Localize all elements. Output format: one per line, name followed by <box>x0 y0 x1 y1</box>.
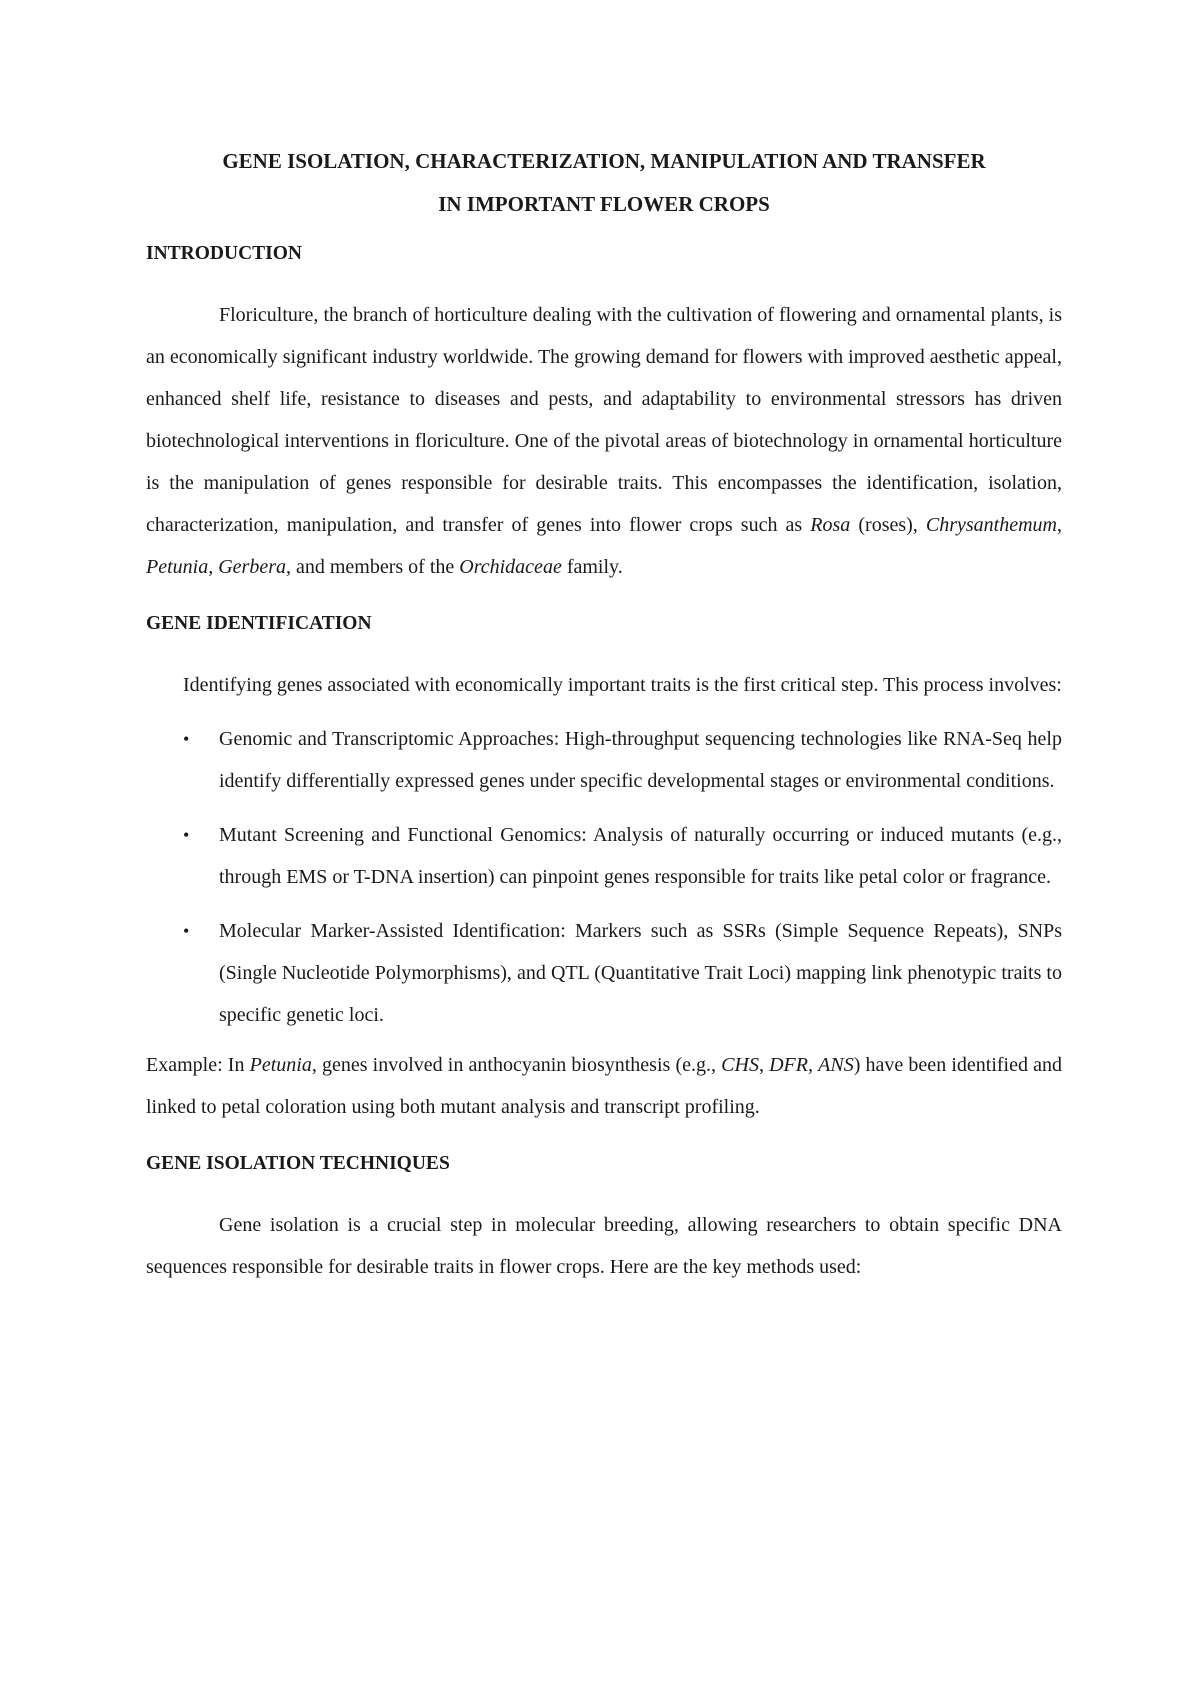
gene-isolation-paragraph: Gene isolation is a crucial step in molecular breeding, allowing researchers to obtain specific DNA sequences responsible for desirable traits in flower crops. Here are the key methods used: <box>146 1214 1062 1278</box>
list-item: • Molecular Marker-Assisted Identification: Markers such as SSRs (Simple Sequence Repeats), SNPs (Single Nucleotide Polymorphisms), and QTL (Quantitative Trait Loci) mapping link phenotypic traits to specific genetic loci. <box>146 910 1062 1036</box>
gene-identification-heading: GENE IDENTIFICATION <box>146 613 372 634</box>
term-petunia-example: Petunia <box>249 1054 312 1076</box>
document-title <box>146 140 1062 226</box>
term-rosa: Rosa <box>810 514 851 536</box>
introduction-paragraph: Floriculture, the branch of horticulture dealing with the cultivation of flowering and ornamental plants, is an economically significant industry worldwide. The growing demand for flowers with improved aesthetic appeal, enhanced shelf life, resistance to diseases and pests, and adaptability to environmental stressors has driven biotechnological interventions in floriculture. One of the pivotal areas of biotechnology in ornamental horticulture is the manipulation of genes responsible for desirable traits. This encompasses the identification, isolation, characterization, manipulation, and transfer of genes into flower crops such as Rosa (roses), Chrysanthemum, Petunia, Gerbera, and members of the Orchidaceae family. <box>146 304 1062 578</box>
list-item: • Mutant Screening and Functional Genomics: Analysis of naturally occurring or induced mutants (e.g., through EMS or T-DNA insertion) can pinpoint genes responsible for traits like petal color or fragrance. <box>146 814 1062 898</box>
list-item: • Genomic and Transcriptomic Approaches: High-throughput sequencing technologies like RNA-Seq help identify differentially expressed genes under specific developmental stages or environmental conditions. <box>146 718 1062 802</box>
gene-isolation-heading: GENE ISOLATION TECHNIQUES <box>146 1153 450 1174</box>
gene-dfr: DFR <box>769 1054 808 1076</box>
example-paragraph: Example: In Petunia, genes involved in anthocyanin biosynthesis (e.g., CHS, DFR, ANS) have been identified and linked to petal coloration using both mutant analysis and transcript profiling. <box>146 1054 1063 1118</box>
term-orchidaceae: Orchidaceae <box>459 556 562 578</box>
gene-identification-intro: Identifying genes associated with economically important traits is the first critical step. This process involves: <box>183 674 1062 696</box>
gene-chs: CHS <box>721 1054 759 1076</box>
term-chrysanthemum: Chrysanthemum <box>925 514 1057 536</box>
gene-identification-list <box>146 718 1062 1036</box>
bullet-icon: • <box>183 921 190 941</box>
bullet-icon: • <box>183 729 190 749</box>
bullet-icon: • <box>183 825 190 845</box>
term-petunia: Petunia <box>146 556 209 578</box>
gene-ans: ANS <box>818 1054 854 1076</box>
title-line-1: GENE ISOLATION, CHARACTERIZATION, MANIPULATION AND TRANSFER <box>222 149 986 173</box>
term-gerbera: Gerbera <box>218 556 286 578</box>
introduction-heading: INTRODUCTION <box>146 243 303 264</box>
title-line-2: IN IMPORTANT FLOWER CROPS <box>438 192 770 216</box>
